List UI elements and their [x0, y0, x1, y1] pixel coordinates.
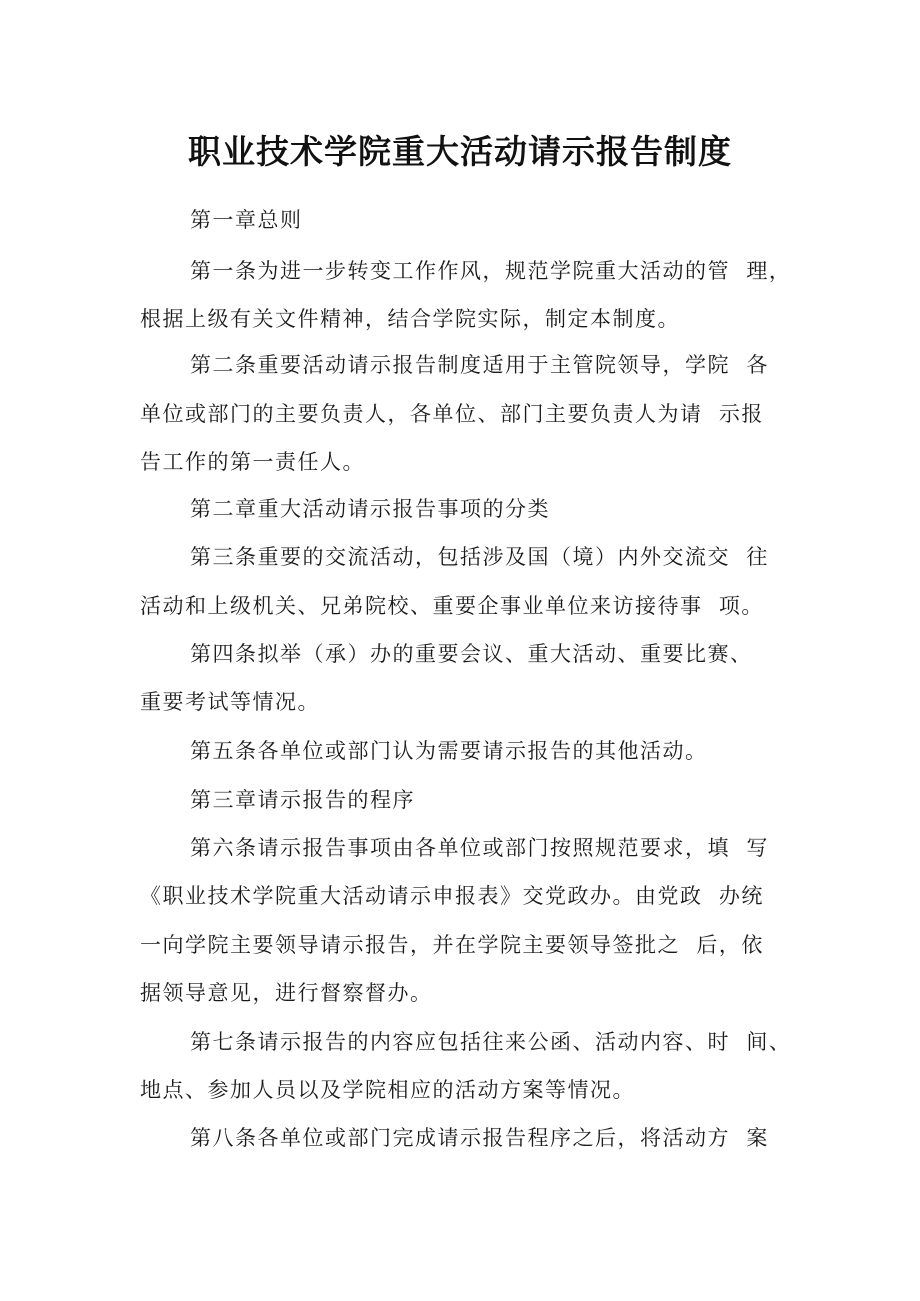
article-6-line-2: 《职业技术学院重大活动请示申报表》交党政办。由党政 办统: [140, 884, 764, 908]
article-7-line-2: 地点、参加人员以及学院相应的活动方案等情况。: [140, 1078, 635, 1102]
article-1-line-2: 根据上级有关文件精神，结合学院实际，制定本制度。: [140, 307, 680, 331]
document-title: 职业技术学院重大活动请示报告制度: [188, 132, 732, 171]
article-1-line-1: 第一条为进一步转变工作作风，规范学院重大活动的管 理，: [190, 259, 792, 283]
article-6-line-4: 据领导意见，进行督察督办。: [140, 981, 433, 1005]
chapter-heading-1: 第一章总则: [190, 208, 303, 232]
article-8-line-1: 第八条各单位或部门完成请示报告程序之后，将活动方 案: [190, 1126, 769, 1150]
chapter-heading-2: 第二章重大活动请示报告事项的分类: [190, 497, 550, 521]
article-2-line-3: 告工作的第一责任人。: [140, 450, 365, 474]
article-2-line-1: 第二条重要活动请示报告制度适用于主管院领导，学院 各: [190, 353, 769, 377]
article-7-line-1: 第七条请示报告的内容应包括往来公函、活动内容、时 间、: [190, 1030, 792, 1054]
article-5-line-1: 第五条各单位或部门认为需要请示报告的其他活动。: [190, 739, 708, 763]
article-6-line-1: 第六条请示报告事项由各单位或部门按照规范要求，填 写: [190, 836, 769, 860]
article-3-line-2: 活动和上级机关、兄弟院校、重要企事业单位来访接待事 项。: [140, 594, 764, 618]
chapter-heading-3: 第三章请示报告的程序: [190, 788, 415, 812]
article-6-line-3: 一向学院主要领导请示报告，并在学院主要领导签批之 后，依: [140, 933, 764, 957]
article-4-line-2: 重要考试等情况。: [140, 690, 320, 714]
article-2-line-2: 单位或部门的主要负责人，各单位、部门主要负责人为请 示报: [140, 402, 764, 426]
article-3-line-1: 第三条重要的交流活动，包括涉及国（境）内外交流交 往: [190, 545, 769, 569]
article-4-line-1: 第四条拟举（承）办的重要会议、重大活动、重要比赛、: [190, 642, 753, 666]
